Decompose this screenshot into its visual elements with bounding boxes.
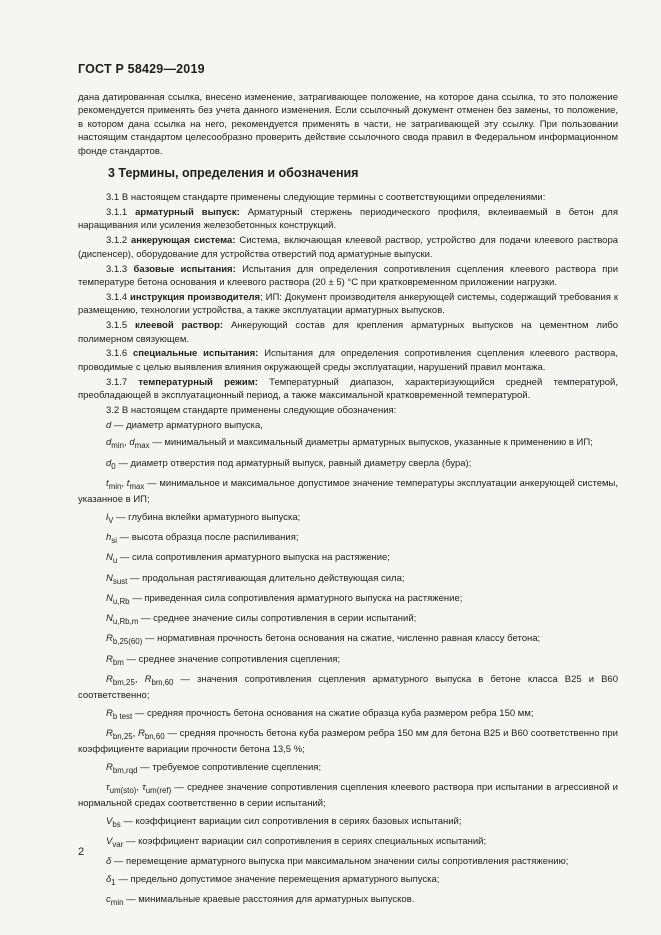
symbol-subscript: bm (112, 657, 124, 667)
symbol: R (106, 707, 113, 719)
intro-paragraph: дана датированная ссылка, внесено изменение, затрагивающее положение, на которое дана ссылка, то это положение рекомендуется применять без учета данного изменения. Если ссылочный документ отменен без замены, то положение, в котором дана ссылка на него, рекомендуется применять в части, не затрагивающей эту ссылку. При пользовании настоящим стандартом целесообразно проверить действие ссылочного свода правил в Федеральном информационном фонде стандартов. (78, 92, 618, 157)
symbol: τ (106, 782, 110, 794)
symbol-item (78, 893, 618, 909)
symbol-item (78, 873, 618, 889)
page-number: 2 (78, 846, 85, 858)
term-name: инструкция производителя (130, 291, 261, 303)
symbol-subscript: si (111, 535, 118, 545)
term-definition: Испытания для определения сопротивления сцепления клеевого раствора, проводимые с целью выявления влияния окружающей среды эксплуатации, нарушений правил монтажа. (78, 348, 619, 373)
term-3-1-3: 3.1.3 базовые испытания: Испытания для определения сопротивления сцепления клеевого раствора при температуре бетона основания и клеевого раствора (20 ± 5) °С при кратковременном приложении нагрузки. (78, 263, 619, 288)
symbol-subscript: min (110, 897, 124, 907)
symbol-definition: — перемещение арматурного выпуска при максимальном значении силы сопротивления растяжению; (111, 856, 569, 868)
section-body (78, 191, 618, 913)
symbol-item (78, 572, 618, 588)
symbol-definition: — диаметр отверстия под арматурный выпуск, равный диаметру сверла (бура); (115, 457, 472, 469)
term-name: базовые испытания (133, 263, 233, 275)
symbol: R (144, 674, 152, 686)
symbol-subscript: bm,60 (151, 677, 174, 687)
symbol-item: $t_{min}$, $t_{max}$ — минимальное и максимальное допустимое значение температуры эксплуатации анкерующей системы, указанное в ИП; (78, 478, 619, 506)
term-definition: Анкерующий состав для крепления арматурных выпусков на цементном либо полимерном связующем. (78, 320, 619, 345)
term-number: 3.1.3 (106, 263, 128, 275)
symbol-item (78, 457, 618, 473)
symbol-subscript: var (112, 839, 124, 849)
term-number: 3.1.2 (106, 235, 128, 247)
symbol-definition: — минимальное и максимальное допустимое значение температуры эксплуатации анкерующей системы, указанное в ИП; (78, 478, 619, 506)
symbol-item: $\tau_{um(sto)}$, $\tau_{um(ref)}$ — среднее значение сопротивления сцепления клеевого раствора при испытании в агрессивной и нормальной средах соответственно в серии испытаний; (78, 782, 618, 810)
symbol-subscript: um(ref) (145, 785, 172, 795)
term-number: 3.1.5 (106, 320, 128, 332)
term-definition: ; ИП: Документ производителя анкерующей системы, содержащий требования к размещению, технологии устройства, а также эксплуатации арматурных выпусков. (78, 291, 618, 317)
symbol: c (106, 894, 111, 906)
symbol-item: $R_{bm,25}$, $R_{bm,60}$ — значения сопротивления сцепления арматурного выпуска в бетоне класса В25 и В60 соответственно; (78, 674, 618, 702)
term-definition: Арматурный стержень периодического профиля, вклеиваемый в бетон для наращивания или усиления железобетонных конструкций. (78, 206, 618, 232)
section-title: 3 Термины, определения и обозначения (108, 166, 359, 180)
symbol: l (106, 511, 109, 523)
symbol: δ (106, 856, 112, 868)
term-number: 3.1.4 (106, 291, 128, 303)
symbol-subscript: bm,25 (112, 677, 135, 687)
symbol-subscript: u (112, 556, 118, 566)
symbol-subscript: max (134, 441, 150, 451)
term-number: 3.1.1 (106, 206, 128, 218)
symbol: h (106, 532, 112, 543)
term-definition: Система, включающая клеевой раствор, устройство для подачи клеевого раствора (диспенсер), оборудование для устройства отверстий под арматурные выпуски. (78, 235, 619, 260)
symbol-subscript: u,Rb (112, 596, 130, 606)
symbol: t (106, 478, 109, 489)
symbol-definition: — нормативная прочность бетона основания на сжатие, численно равная классу бетона; (142, 633, 541, 645)
symbol: N (106, 572, 113, 584)
symbol-definition: — значения сопротивления сцепления арматурного выпуска в бетоне класса В25 и В60 соответственно; (78, 674, 618, 702)
symbol-definition: — средняя прочность бетона основания на сжатие образца куба размером ребра 150 мм; (132, 707, 534, 719)
clause-3-2: 3.2 В настоящем стандарте применены следующие обозначения: (106, 405, 397, 417)
symbol-subscript: u,Rb,m (112, 617, 139, 627)
symbol-definition: — средняя прочность бетона куба размером ребра 150 мм для бетона В25 и В60 соответственно при коэффициенте вариации прочности бетона 13,5 %; (78, 728, 618, 756)
symbol-subscript: bm,rqd (112, 765, 138, 775)
symbol: R (106, 633, 113, 645)
symbol: R (106, 653, 113, 665)
symbol-item (78, 511, 618, 527)
symbol-subscript: bs (112, 819, 121, 829)
symbol-definition: — глубина вклейки арматурного выпуска; (113, 511, 301, 523)
symbol-subscript: min (108, 481, 122, 491)
symbol-item (78, 551, 618, 567)
symbol-subscript: um(sto) (109, 785, 137, 795)
term-definition: Испытания для определения сопротивления сцепления клеевого раствора при температуре бетона основания и клеевого раствора (20 ± 5) °С при кратковременном приложении нагрузки. (78, 263, 619, 288)
symbols-list (78, 419, 618, 909)
symbol: R (138, 728, 145, 740)
symbol-definition: — высота образца после распиливания; (117, 532, 299, 543)
symbol: N (106, 592, 113, 604)
symbol-definition: — минимальный и максимальный диаметры арматурных выпусков, указанные к применению в ИП; (149, 437, 593, 449)
symbol-definition: — продольная растягивающая длительно действующая сила; (127, 572, 405, 584)
symbol-definition: — минимальные краевые расстояния для арматурных выпусков. (123, 894, 415, 906)
symbol: R (106, 728, 113, 740)
term-definition: Температурный диапазон, характеризующийся средней температурой, преобладающей в эксплуатационный период, а также максимальной кратковременной температурой. (78, 376, 618, 402)
document-header: ГОСТ Р 58429—2019 (78, 62, 205, 76)
symbol: N (106, 613, 113, 625)
symbol-definition: — среднее значение сопротивления сцепления клеевого раствора при испытании в агрессивной и нормальной средах соответственно в серии испытаний; (78, 782, 618, 810)
symbol-subscript: min (111, 441, 125, 451)
term-number: 3.1.6 (106, 348, 128, 360)
symbol: V (106, 815, 113, 827)
symbol-definition: — приведенная сила сопротивления арматурного выпуска на растяжение; (129, 592, 463, 604)
term-name: клеевой раствор (135, 320, 220, 332)
term-name: арматурный выпуск (135, 206, 237, 218)
term-name: температурный режим (138, 376, 255, 388)
symbol-definition: — предельно допустимое значение перемещения арматурного выпуска; (115, 873, 440, 885)
term-3-1-7: 3.1.7 температурный режим: Температурный диапазон, характеризующийся средней температурой, преобладающей в эксплуатационный период, а также максимальной кратковременной температурой. (78, 376, 618, 402)
term-name: специальные испытания (133, 348, 256, 360)
symbol-item (78, 815, 618, 831)
symbol: t (126, 478, 130, 489)
symbol-definition: — диаметр арматурного выпуска, (111, 420, 263, 431)
symbol-definition: — среднее значение сопротивления сцепления; (123, 653, 341, 665)
symbol-subscript: sust (112, 576, 128, 586)
term-name: анкерующая система (131, 235, 233, 247)
symbol-definition: — среднее значение силы сопротивления в серии испытаний; (138, 613, 417, 625)
symbol-definition: — сила сопротивления арматурного выпуска на растяжение; (117, 552, 390, 564)
symbol-item (78, 855, 618, 868)
term-3-1-1: 3.1.1 арматурный выпуск: Арматурный стержень периодического профиля, вклеиваемый в бетон для наращивания или усиления железобетонных конструкций. (78, 206, 618, 232)
symbol-subscript: b,25(60) (112, 637, 143, 647)
symbol: d (129, 437, 135, 449)
symbol-item: $R_{bn,25}$, $R_{bn,60}$ — средняя прочность бетона куба размером ребра 150 мм для бетона В25 и В60 соответственно при коэффициенте вариации прочности бетона 13,5 %; (78, 728, 618, 756)
symbol-item (78, 592, 618, 608)
symbol-definition: — коэффициент вариации сил сопротивления в сериях специальных испытаний; (123, 836, 487, 848)
symbol-item (78, 761, 618, 777)
symbol: N (106, 552, 113, 564)
symbol: R (106, 761, 113, 773)
symbol-subscript: b test (112, 711, 133, 721)
symbol-subscript: 0 (111, 461, 116, 471)
term-3-1-2: 3.1.2 анкерующая система: Система, включающая клеевой раствор, устройство для подачи клеевого раствора (диспенсер), оборудование для устройства отверстий под арматурные выпуски. (78, 235, 619, 260)
symbol-subscript: 1 (111, 877, 116, 887)
symbol-subscript: bn,60 (144, 731, 165, 741)
symbol-subscript: max (129, 481, 145, 491)
term-3-1-5: 3.1.5 клеевой раствор: Анкерующий состав для крепления арматурных выпусков на цементном либо полимерном связующем. (78, 320, 619, 345)
symbol-item (78, 653, 618, 669)
symbol: δ (106, 873, 112, 885)
symbol-item (78, 419, 618, 432)
symbol: V (106, 836, 113, 848)
symbol: τ (142, 782, 146, 794)
symbol-item (78, 707, 618, 723)
symbol: d (106, 420, 112, 431)
symbol-item (78, 531, 618, 547)
symbol-item (78, 632, 618, 648)
term-3-1-6: 3.1.6 специальные испытания: Испытания для определения сопротивления сцепления клеевого раствора, проводимые с целью выявления влияния окружающей среды эксплуатации, нарушений правил монтажа. (78, 348, 619, 373)
term-3-1-4 (78, 291, 618, 318)
symbol: d (106, 457, 112, 469)
symbol-definition: — требуемое сопротивление сцепления; (137, 761, 322, 773)
clause-3-1: 3.1 В настоящем стандарте применены следующие термины с соответствующими определениями: (106, 192, 546, 203)
symbol-definition: — коэффициент вариации сил сопротивления в сериях базовых испытаний; (120, 815, 462, 827)
symbol: d (106, 437, 112, 449)
symbol: R (106, 674, 113, 686)
symbol-subscript: V (108, 515, 114, 525)
symbol-item: $d_{min}$, $d_{max}$ — минимальный и максимальный диаметры арматурных выпусков, указанные к применению в ИП; (106, 437, 593, 451)
term-number: 3.1.7 (106, 376, 128, 388)
symbol-item (78, 835, 618, 851)
symbol-subscript: bn,25 (112, 731, 133, 741)
symbol-item (78, 612, 618, 628)
